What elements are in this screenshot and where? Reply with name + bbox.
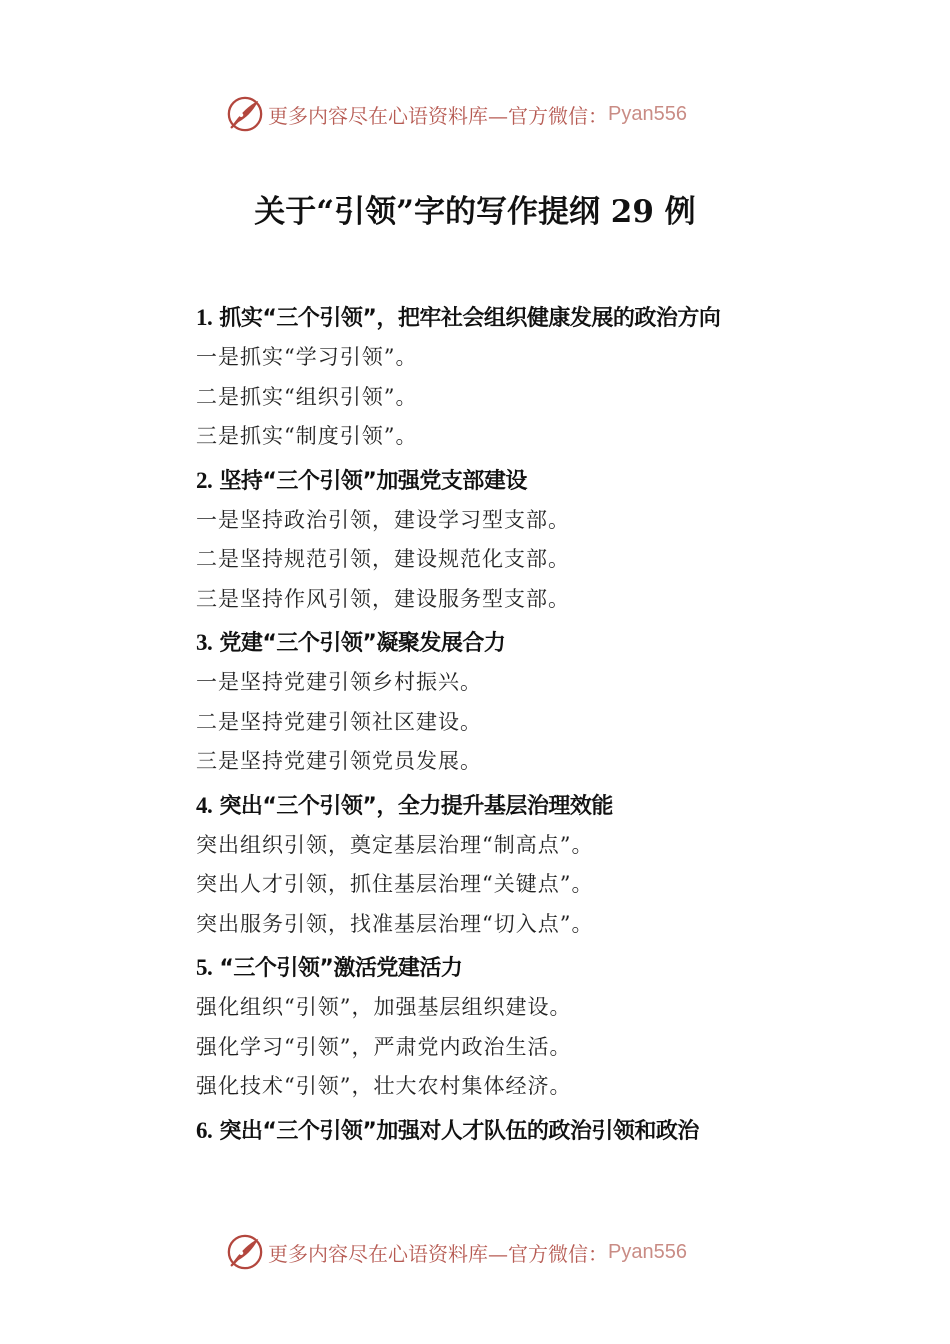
outline-point: 强化组织“引领”，加强基层组织建设。 [196, 995, 572, 1019]
banner-wechat-id: Pyan556 [608, 1240, 687, 1263]
banner-wechat-id: Pyan556 [608, 102, 687, 125]
document-title: 关于“引领”字的写作提纲 29 例 [254, 194, 696, 230]
outline-point: 突出服务引领，找准基层治理“切入点”。 [196, 911, 594, 936]
section-heading [196, 786, 816, 826]
section-heading [196, 948, 816, 988]
outline-point: 二是抓实“组织引领”。 [196, 384, 418, 409]
outline-section [196, 623, 816, 782]
outline-point: 三是抓实“制度引领”。 [196, 424, 418, 448]
section-number: 6. [196, 1117, 213, 1143]
outline-section [196, 298, 816, 457]
outline-point: 突出组织引领，奠定基层治理“制高点”。 [196, 832, 594, 857]
outline-point: 三是坚持党建引领党员发展。 [196, 749, 482, 773]
section-heading-text: 抓实“三个引领”，把牢社会组织健康发展的政治方向 [219, 306, 721, 331]
outline-point: 一是抓实“学习引领”。 [196, 345, 418, 369]
section-heading-text: 突出“三个引领”加强对人才队伍的政治引领和政治 [219, 1118, 699, 1144]
outline-point: 一是坚持党建引领乡村振兴。 [196, 670, 482, 694]
quill-pen-logo-icon [226, 1233, 264, 1271]
section-heading-text: 党建“三个引领”凝聚发展合力 [219, 631, 506, 656]
quill-pen-logo-icon [226, 95, 264, 133]
section-heading-text: “三个引领”激活党建活力 [219, 956, 463, 981]
section-number: 3. [196, 630, 213, 655]
footer-banner [226, 1232, 687, 1272]
banner-text: 更多内容尽在心语资料库—官方微信： [268, 103, 608, 128]
outline-point: 二是坚持规范引领，建设规范化支部。 [196, 547, 570, 571]
section-heading [196, 1111, 816, 1151]
outline-section [196, 1111, 816, 1151]
outline-section [196, 786, 816, 945]
outline-point: 三是坚持作风引领，建设服务型支部。 [196, 586, 570, 611]
outline-point: 二是坚持党建引领社区建设。 [196, 709, 482, 734]
section-heading-text: 坚持“三个引领”加强党支部建设 [219, 468, 527, 494]
section-number: 4. [196, 792, 213, 818]
outline-point: 强化技术“引领”，壮大农村集体经济。 [196, 1074, 572, 1098]
outline-content [196, 298, 816, 1151]
outline-section [196, 461, 816, 620]
outline-point: 突出人才引领，抓住基层治理“关键点”。 [196, 872, 594, 896]
section-heading [196, 461, 816, 501]
outline-point: 强化学习“引领”，严肃党内政治生活。 [196, 1034, 572, 1059]
outline-point: 一是坚持政治引领，建设学习型支部。 [196, 507, 570, 532]
section-heading [196, 298, 816, 338]
header-banner [226, 94, 687, 134]
section-number: 1. [196, 305, 213, 330]
outline-section [196, 948, 816, 1107]
section-heading [196, 623, 816, 663]
section-number: 5. [196, 955, 213, 980]
section-number: 2. [196, 467, 213, 493]
banner-text: 更多内容尽在心语资料库—官方微信： [268, 1241, 608, 1266]
section-heading-text: 突出“三个引领”，全力提升基层治理效能 [219, 793, 613, 819]
